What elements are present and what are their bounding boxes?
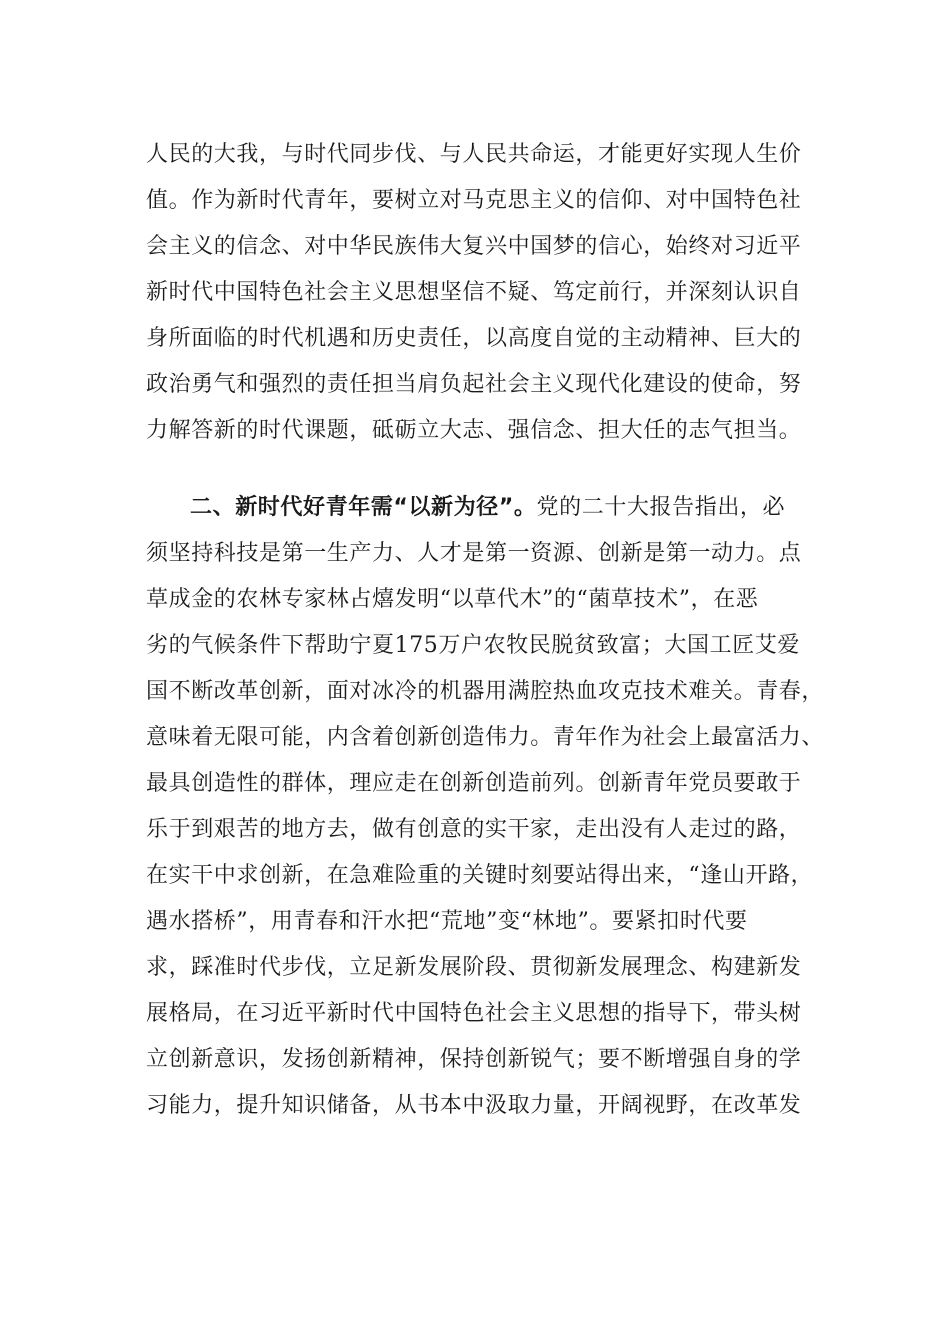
paragraph-line: 政治勇气和强烈的责任担当肩负起社会主义现代化建设的使命，努: [146, 372, 802, 397]
paragraph-line: 国不断改革创新，面对冰冷的机器用满腔热血攻克技术难关。青春，: [146, 679, 825, 704]
paragraph-line: 求，踩准时代步伐，立足新发展阶段、贯彻新发展理念、构建新发: [146, 955, 802, 980]
section-first-line: [190, 493, 785, 523]
paragraph-line: 值。作为新时代青年，要树立对马克思主义的信仰、对中国特色社: [146, 188, 802, 213]
paragraph-line: 力解答新的时代课题，砥砺立大志、强信念、担大任的志气担当。: [146, 418, 802, 443]
paragraph-line: 人民的大我，与时代同步伐、与人民共命运，才能更好实现人生价: [146, 142, 802, 167]
paragraph-line: 会主义的信念、对中华民族伟大复兴中国梦的信心，始终对习近平: [146, 234, 802, 259]
paragraph-line: 立创新意识，发扬创新精神，保持创新锐气；要不断增强自身的学: [146, 1047, 802, 1072]
paragraph-line: 展格局，在习近平新时代中国特色社会主义思想的指导下，带头树: [146, 1001, 802, 1026]
paragraph-line: 身所面临的时代机遇和历史责任，以高度自觉的主动精神、巨大的: [146, 326, 802, 351]
paragraph-line: 劣的气候条件下帮助宁夏175万户农牧民脱贫致富；大国工匠艾爱: [146, 633, 800, 658]
paragraph-line: 习能力，提升知识储备，从书本中汲取力量，开阔视野，在改革发: [146, 1093, 802, 1118]
paragraph-line: 遇水搭桥”，用青春和汗水把“荒地”变“林地”。要紧扣时代要: [146, 909, 748, 934]
paragraph-line: 最具创造性的群体，理应走在创新创造前列。创新青年党员要敢于: [146, 771, 802, 796]
section-heading: 二、新时代好青年需“以新为径”。: [190, 495, 537, 520]
paragraph-line: 在实干中求创新，在急难险重的关键时刻要站得出来，“逢山开路，: [146, 863, 814, 888]
section-first-line-text: 党的二十大报告指出，必: [536, 495, 786, 520]
paragraph-line: 草成金的农林专家林占熺发明“以草代木”的“菌草技术”，在恶: [146, 587, 759, 612]
paragraph-line: 乐于到艰苦的地方去，做有创意的实干家，走出没有人走过的路，: [146, 817, 802, 842]
paragraph-line: 新时代中国特色社会主义思想坚信不疑、笃定前行，并深刻认识自: [146, 280, 802, 305]
paragraph-line: 须坚持科技是第一生产力、人才是第一资源、创新是第一动力。点: [146, 541, 802, 566]
paragraph-line: 意味着无限可能，内含着创新创造伟力。青年作为社会上最富活力、: [146, 725, 825, 750]
